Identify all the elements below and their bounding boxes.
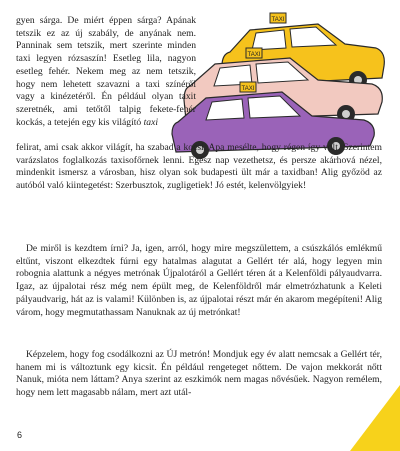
page-number: 6: [17, 430, 23, 440]
italic-word: taxi: [143, 116, 159, 128]
svg-text:TAXI: TAXI: [241, 86, 255, 92]
svg-text:TAXI: TAXI: [271, 17, 285, 23]
paragraph-2-text: De miről is kezdtem írni? Ja, igen, arról, hogy mire megszülettem, a csúszkálós emlékmű eltűnt, viszont elkezdtek fúrni egy hatalmas alagutat a Gellért tér alá, hogy legyen min robognia alattunk a négyes metrónak Újpalotáról a Gellért téren át a Kelenföldi pályaudvarra. Igaz, az újpalotai rész még nem épült meg, de Kelenföldről már elmetrózhatunk a Keleti pályaudvarig, hát az is valami! Különben is, az újpalotai részt már én akarom megépíteni! Alig várom, hogy megmutathassam Nanuknak az új metrónkat!: [16, 243, 382, 318]
paragraph-1-continuation-text: felirat, ami csak akkor világít, ha szabad a kocsi. Apa mesélte, hogy régen így volt. Szerintem varázslatos foglalkozás taxisofőrnek lenni. Egész nap vezethetsz, és persze akárhová nézel, mindenkit ismersz a városban, hisz olyan sok budapesti ült már a taxidban! Alig győzöd az autóból való kiintegetést: Szerbusztok, zugligetiek! Jó estét, kelenvölgyiek!: [16, 142, 382, 192]
svg-text:TAXI: TAXI: [247, 52, 261, 58]
paragraph-2: [16, 243, 382, 319]
paragraph-1-text: gyen sárga. De miért éppen sárga? Apának tetszik ez az új szabály, de anyának nem. Panninak sem tetszik, mert szerinte minden taxi legyen rózsaszín! Esetleg lila, nagyon esetleg fehér. Nekem meg az nem tetszik, hogy nem lehetett szavazni a taxi színéről vagy a kinézetéről. Én például olyan taxit szeretnék, ami tetőtől talpig fekete-fehér kockás, a tetején egy kis világító: [16, 15, 196, 128]
paragraph-1-continuation: [16, 142, 382, 193]
paragraph-3: [16, 349, 382, 400]
paragraph-3-text: Képzelem, hogy fog csodálkozni az ÚJ metrón! Mondjuk egy év alatt nemcsak a Gellért tér, hanem mi is változtunk egy kicsit. Én például rengeteget nőttem. De vajon mekkorát nőtt Nanuk, mióta nem láttam? Anya szerint az eszkimók nem magas nővésűek. Nagyon remélem, hogy nem lett magasabb nálam, mert azt utál-: [16, 349, 382, 399]
paragraph-1-left: [16, 15, 196, 129]
